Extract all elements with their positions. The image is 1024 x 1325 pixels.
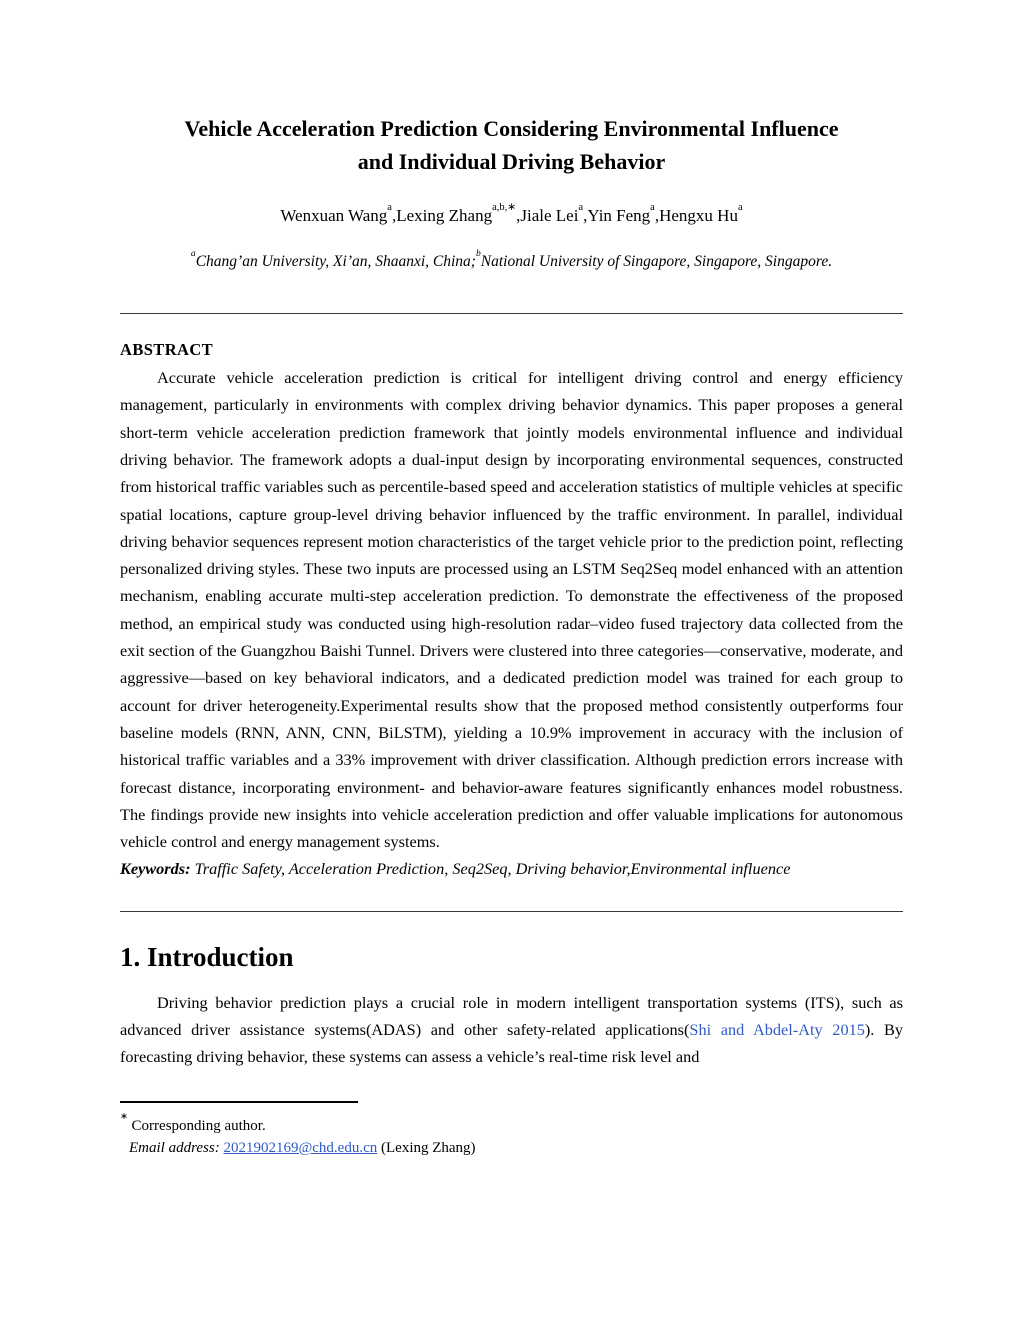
paper-title (120, 112, 903, 178)
abstract-text: Accurate vehicle acceleration prediction is critical for intelligent driving control and energy efficiency management, particularly in environments with complex driving behavior dynamics. This paper proposes a general short-term vehicle acceleration prediction framework that jointly models environmental influence and individual driving behavior. The framework adopts a dual-input design by incorporating environmental sequences, constructed from historical traffic variables such as percentile-based speed and acceleration statistics of multiple vehicles at specific spatial locations, capture group-level driving behavior influenced by the traffic environment. In parallel, individual driving behavior sequences represent motion characteristics of the target vehicle prior to the prediction point, reflecting personalized driving styles. These two inputs are processed using an LSTM Seq2Seq model enhanced with an attention mechanism, enabling accurate multi-step acceleration prediction. To demonstrate the effectiveness of the proposed method, an empirical study was conducted using high-resolution radar–video fused trajectory data collected from the exit section of the Guangzhou Baishi Tunnel. Drivers were clustered into three categories—conservative, moderate, and aggressive—based on key behavioral indicators, and a dedicated prediction model was trained for each group to account for driver heterogeneity.Experimental results show that the proposed method consistently outperforms four baseline models (RNN, ANN, CNN, BiLSTM), yielding a 10.9% improvement in accuracy with the inclusion of historical traffic variables and a 33% improvement with driver classification. Although prediction errors increase with forecast distance, incorporating environment- and behavior-aware features significantly enhances model robustness. The findings provide new insights into vehicle acceleration prediction and offer valuable implications for autonomous vehicle control and energy management systems. (120, 368, 903, 852)
title-line-1: Vehicle Acceleration Prediction Considering Environmental Influence (184, 116, 839, 141)
author-3-affmark: a (578, 201, 584, 213)
author-separator: , (516, 206, 521, 225)
author-2 (396, 201, 521, 225)
author-2-name: Lexing Zhang (396, 206, 493, 225)
affiliation-b-text: National University of Singapore, Singapore, Singapore. (480, 253, 833, 271)
author-5 (659, 201, 743, 225)
author-separator: , (583, 206, 588, 225)
email-label: Email address: (129, 1139, 224, 1156)
intro-text-after-citation: ). By forecasting driving behavior, these systems can assess a vehicle’s real-time risk level and (120, 1020, 904, 1067)
affiliation-a-mark: a (190, 247, 196, 259)
abstract-body (120, 364, 903, 855)
author-separator: , (391, 206, 397, 225)
email-name-suffix: (Lexing Zhang) (377, 1139, 476, 1156)
intro-paragraph (120, 989, 903, 1071)
footnote-rule (120, 1101, 358, 1103)
author-1-name: Wenxuan Wang (280, 206, 388, 225)
email-link[interactable]: 2021902169@chd.edu.cn (223, 1139, 378, 1156)
author-1 (280, 201, 397, 225)
author-5-affmark: a (737, 201, 743, 213)
affiliation-line (120, 247, 903, 271)
author-4-name: Yin Feng (587, 206, 651, 225)
author-1-affmark: a (387, 201, 392, 213)
keywords-line (120, 855, 903, 882)
email-line (120, 1138, 903, 1159)
author-4-affmark: a (650, 201, 655, 213)
author-list (120, 201, 903, 227)
author-3 (520, 201, 588, 225)
divider-top (120, 313, 903, 314)
citation-link-shi-abdelaty-2015[interactable]: Shi and Abdel-Aty 2015 (689, 1020, 865, 1040)
title-line-2: and Individual Driving Behavior (357, 149, 666, 174)
footnote-marker: ∗ (120, 1112, 128, 1123)
author-4 (587, 201, 660, 225)
corresponding-author-note (120, 1112, 903, 1137)
abstract-heading: ABSTRACT (120, 340, 214, 360)
author-3-name: Jiale Lei (520, 206, 579, 225)
author-5-name: Hengxu Hu (659, 206, 738, 225)
affiliation-b-mark: b (475, 247, 481, 259)
section-heading-introduction: 1. Introduction (120, 941, 294, 972)
keywords-text: Traffic Safety, Acceleration Prediction, Seq2Seq, Driving behavior,Environmental influence (190, 859, 791, 879)
keywords-label: Keywords: (120, 859, 191, 879)
divider-bottom (120, 911, 903, 912)
corresponding-author-text: Corresponding author. (127, 1117, 266, 1134)
affiliation-a-text: Chang’an University, Xi’an, Shaanxi, China; (195, 253, 476, 271)
author-2-affmark: a,b,∗ (492, 201, 517, 213)
author-separator: , (654, 206, 660, 225)
intro-text-before-citation: Driving behavior prediction plays a crucial role in modern intelligent transportation systems (ITS), such as advanced driver assistance systems(ADAS) and other safety-related applications( (120, 992, 903, 1040)
footnote-block (120, 1101, 903, 1159)
